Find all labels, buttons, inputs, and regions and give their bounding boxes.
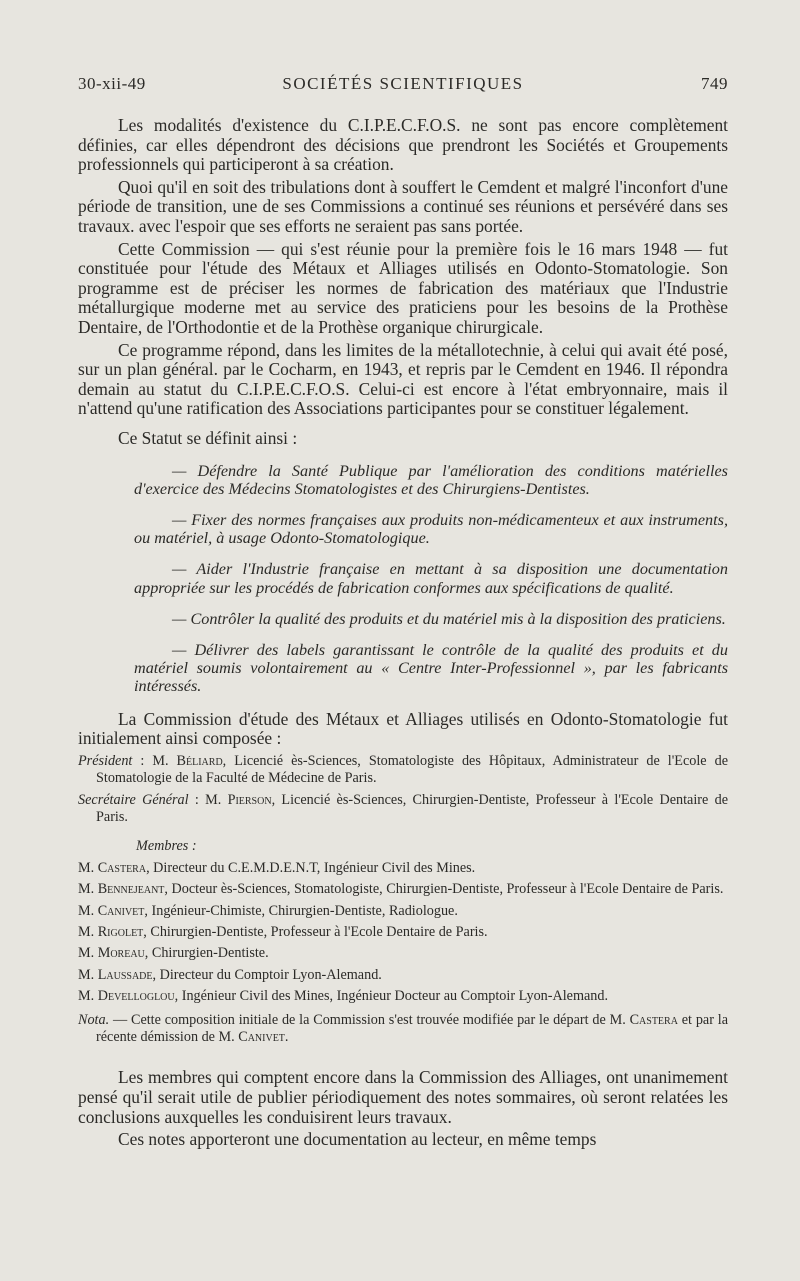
members-heading: Membres : <box>136 838 197 855</box>
paragraph: Cette Commission — qui s'est réunie pour la première fois le 16 mars 1948 — fut constituée pour l'étude des Métaux et Alliages utilisés en Odonto-Stomatologie. Son programme est de préciser les normes de fabrication des matériaux que l'Industrie métallurgique moderne met au service des praticiens pour les besoins de la Prothèse Dentaire, de l'Orthodontie et de la Prothèse organique chirurgicale. <box>78 238 728 337</box>
paragraph: Les modalités d'existence du C.I.P.E.C.F.O.S. ne sont pas encore complètement définies, car elles dépendront des décisions que prendront les Sociétés et Groupements professionnels qui participeront à sa création. <box>78 115 728 175</box>
member-name: Moreau <box>97 945 145 962</box>
condition-item: — Contrôler la qualité des produits et du matériel mis à la disposition des praticiens. <box>172 609 726 628</box>
header-title: SOCIÉTÉS SCIENTIFIQUES <box>282 74 524 93</box>
condition-item: — Délivrer des labels garantissant le contrôle de la qualité des produits et du matériel soumis volontairement au « Centre Inter-Professionnel », par les fabricants intéressés. <box>134 640 728 696</box>
statut-intro: Ce Statut se définit ainsi : <box>118 427 298 448</box>
member-item: M. Laussade, Directeur du Comptoir Lyon-Alemand. <box>78 966 382 983</box>
member-item: M. Canivet, Ingénieur-Chimiste, Chirurgien-Dentiste, Radiologue. <box>78 902 458 919</box>
member-name: Canivet <box>97 902 145 919</box>
member-name: Bennejeant <box>97 881 165 898</box>
condition-item: — Aider l'Industrie française en mettant à sa disposition une documentation appropriée sur les procédés de fabrication conformes aux spécifications de qualité. <box>134 560 728 597</box>
member-name: Rigolet <box>97 923 144 940</box>
statut-conditions <box>78 462 728 696</box>
page-number: 749 <box>701 74 728 93</box>
member-name: Castera <box>97 859 147 876</box>
paragraph: Ces notes apporteront une documentation au lecteur, en même temps <box>118 1129 597 1150</box>
header-date: 30-xii-49 <box>78 74 146 93</box>
member-name: Laussade <box>97 966 153 983</box>
role-label: Secrétaire Général <box>78 791 189 808</box>
member-item: M. Develloglou, Ingénieur Civil des Mines, Ingénieur Docteur au Comptoir Lyon-Alemand. <box>78 988 609 1005</box>
role-label: Président <box>78 752 133 769</box>
paragraph: Les membres qui comptent encore dans la Commission des Alliages, ont unanimement pensé qu'il serait utile de publier périodiquement des notes sommaires, où seront relatées les conclusions auxquelles les conduisirent leurs travaux. <box>78 1067 728 1127</box>
composition-intro: La Commission d'étude des Métaux et Alliages utilisés en Odonto-Stomatologie fut initialement ainsi composée : <box>78 708 728 749</box>
member-name: Pierson <box>227 791 272 808</box>
member-name: Béliard <box>176 752 223 769</box>
member-item: M. Castera, Directeur du C.E.M.D.E.N.T, Ingénieur Civil des Mines. <box>78 859 476 876</box>
member-name: Develloglou <box>97 988 175 1005</box>
member-item: M. Bennejeant, Docteur ès-Sciences, Stomatologiste, Chirurgien-Dentiste, Professeur à l'Ecole Dentaire de Paris. <box>78 881 724 898</box>
paragraph: Quoi qu'il en soit des tribulations dont à souffert le Cemdent et malgré l'inconfort d'une période de transition, une de ses Commissions a continué ses réunions et persévéré dans ses travaux. avec l'espoir que ses efforts ne seraient pas sans portée. <box>78 176 728 236</box>
member-item: M. Moreau, Chirurgien-Dentiste. <box>78 945 269 962</box>
member-item: M. Rigolet, Chirurgien-Dentiste, Professeur à l'Ecole Dentaire de Paris. <box>78 923 488 940</box>
role-secretary: Secrétaire Général : M. Pierson, Licencié ès-Sciences, Chirurgien-Dentiste, Professeur à l'Ecole Dentaire de Paris. <box>78 791 728 825</box>
paragraph: Ce programme répond, dans les limites de la métallotechnie, à celui qui avait été posé, sur un plan général. par le Cocharm, en 1943, et repris par le Cemdent en 1946. Il répondra demain au statut du C.I.P.E.C.F.O.S. Celui-ci est encore à l'état embryonnaire, mais il n'attend qu'une ratification des Associations participantes pour se constituer légalement. <box>78 339 728 419</box>
article-body <box>78 116 728 1150</box>
commission-list <box>78 753 728 1047</box>
nota-label: Nota. <box>78 1011 110 1028</box>
nota-note: Nota. — Cette composition initiale de la Commission s'est trouvée modifiée par le départ de M. Castera et par la récente démission de M. Canivet. <box>78 1011 729 1045</box>
role-president: Président : M. Béliard, Licencié ès-Sciences, Stomatologiste des Hôpitaux, Administrateur de l'Ecole de Stomatologie de la Faculté de Médecine de Paris. <box>78 752 728 787</box>
condition-item: — Fixer des normes françaises aux produits non-médicamenteux et aux instruments, ou matériel, à usage Odonto-Stomatologique. <box>134 510 728 548</box>
condition-item: — Défendre la Santé Publique par l'amélioration des conditions matérielles d'exercice des Médecins Stomatologistes et des Chirurgiens-Dentistes. <box>134 461 728 498</box>
